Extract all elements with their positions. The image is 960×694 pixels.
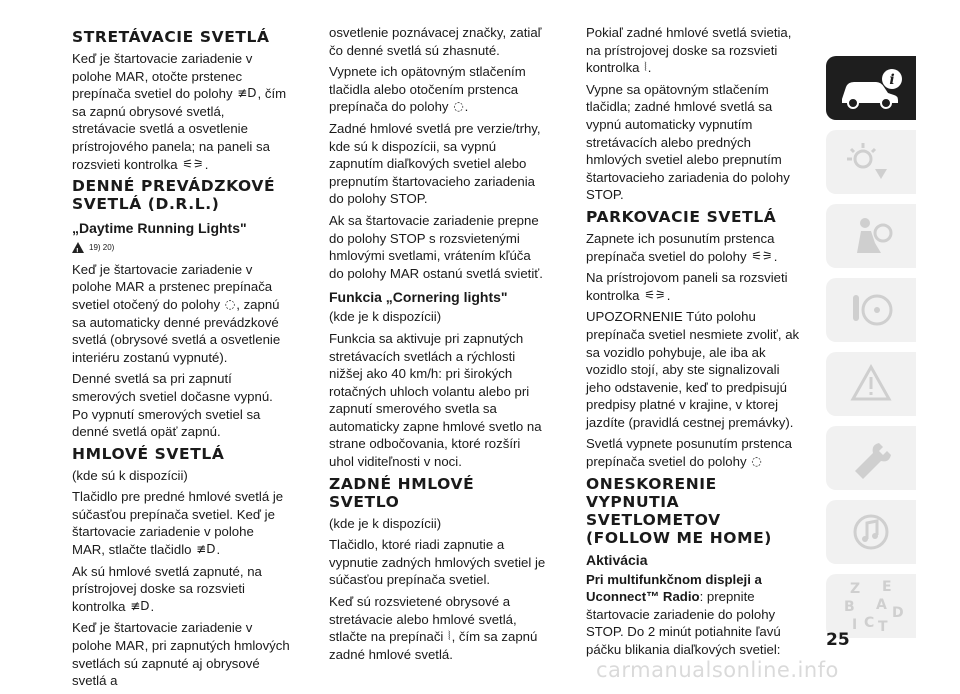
index-letter: E <box>882 579 892 595</box>
paragraph: Pokiaľ zadné hmlové svetlá svietia, na prístrojovej doske sa rozsvieti kontrolka ⦚. <box>586 25 792 76</box>
paragraph: Tlačidlo pre predné hmlové svetlá je súčasťou prepínača svetiel. Keď je štartovacie zariadenie v polohe MAR, stlačte tlačidlo ≢D. <box>72 489 284 558</box>
tab-safety[interactable] <box>826 204 916 268</box>
chapter-tabs <box>826 56 916 648</box>
tab-index[interactable] <box>826 574 916 638</box>
warning-references: ! 19) 20) <box>72 239 290 257</box>
index-letter: I <box>852 617 858 633</box>
paragraph: (kde sú k dispozícii) <box>72 467 188 483</box>
multimedia-icon <box>841 509 901 555</box>
watermark: carmanualsonline.info <box>596 658 839 682</box>
paragraph: Keď je štartovacie zariadenie v polohe MAR a prstenec prepínača svetiel otočený do polohy ◌, zapnú sa automaticky denné prevádzkové svetlá (obrysové svetlá a osvetlenie interiéru zostanú vypnuté). <box>72 261 281 365</box>
position-lights-icon: ⚟⚞ <box>182 156 204 171</box>
tab-starting-driving[interactable] <box>826 278 916 342</box>
heading-cornering: Funkcia „Cornering lights" <box>329 289 508 306</box>
text-column-2 <box>329 24 547 667</box>
text-column-3 <box>586 24 804 663</box>
page-number: 25 <box>826 630 850 650</box>
tab-emergency[interactable] <box>826 352 916 416</box>
paragraph: Funkcia sa aktivuje pri zapnutých stretávacích svetlách a rýchlosti nižšej ako 40 km/h: pri širokých rotačných uhloch volantu alebo pri zapnutí smerového svetla sa automaticky zapne hmlové svetlo na strane odbočovania, ktoré rozšíri uhol viditeľnosti v noci. <box>329 330 542 470</box>
paragraph: osvetlenie poznávacej značky, zatiaľ čo denné svetlá sú zhasnuté. <box>329 25 542 58</box>
index-letter: A <box>876 597 887 613</box>
parking-lights-icon: ⚟⚞ <box>751 248 773 263</box>
paragraph: Vypnete ich opätovným stlačením tlačidla alebo otočením prstenca prepínača do polohy ◌. <box>329 64 526 115</box>
safety-airbag-icon <box>841 213 901 259</box>
paragraph: Keď je štartovacie zariadenie v polohe MAR, pri zapnutých hmlových svetlách sú zapnuté aj obrysové svetlá a <box>72 620 290 689</box>
paragraph: Keď sú rozsvietené obrysové a stretávacie alebo hmlové svetlá, stlačte na prepínači ⦚, čím sa zapnú zadné hmlové svetlá. <box>329 594 538 662</box>
paragraph: Svetlá vypnete posunutím prstenca prepínača svetiel do polohy ◌ <box>586 436 792 470</box>
rear-fog-icon: ⦚ <box>448 629 451 644</box>
car-info-icon <box>836 65 906 111</box>
subheading-activation: Aktivácia <box>586 551 648 568</box>
heading-low-beam: STRETÁVACIE SVETLÁ <box>72 28 270 46</box>
text-column-1 <box>72 24 290 694</box>
tab-warning-lights[interactable] <box>826 130 916 194</box>
index-letter: B <box>844 599 855 615</box>
paragraph: (kde je k dispozícii) <box>329 309 442 325</box>
headlight-icon: ◌ <box>751 454 762 469</box>
heading-follow-me-home: ONESKORENIE VYPNUTIA SVETLOMETOV (FOLLOW ME HOME) <box>586 474 772 547</box>
subheading-drl: „Daytime Running Lights" <box>72 220 247 237</box>
front-fog-icon: ≢D <box>130 598 150 613</box>
heading-parking: PARKOVACIE SVETLÁ <box>586 207 777 226</box>
paragraph: UPOZORNENIE Túto polohu prepínača svetiel nesmiete zvoliť, ak sa vozidlo pohybuje, ale iba ak vozidlo stojí, aby ste signalizovali jeho odstavenie, keď to predpisujú predpisy platné v krajine, v ktorej jazdíte (pravidlá cestnej premávky). <box>586 309 800 430</box>
heading-fog-lights: HMLOVÉ SVETLÁ <box>72 444 225 463</box>
emergency-icon <box>841 361 901 407</box>
starting-driving-icon <box>841 287 901 333</box>
index-letter: T <box>878 619 888 635</box>
paragraph: Ak sú hmlové svetlá zapnuté, na prístrojovej doske sa rozsvieti kontrolka ≢D. <box>72 563 262 614</box>
paragraph: Tlačidlo, ktoré riadi zapnutie a vypnutie zadných hmlových svetiel je súčasťou prepínača svetiel. <box>329 537 546 588</box>
paragraph: Zadné hmlové svetlá pre verzie/trhy, kde sú k dispozícii, sa vypnú zapnutím diaľkových svetiel alebo prepnutím štartovacieho zariadenia do polohy STOP. <box>329 120 541 207</box>
paragraph: Vypne sa opätovným stlačením tlačidla; zadné hmlové svetlá sa vypnú automaticky vypnutím stretávacích alebo predných hmlových svetiel alebo prepnutím štartovacieho zariadenia do polohy STOP. <box>586 81 790 203</box>
position-lights-icon: ⚟⚞ <box>644 287 666 302</box>
index-letter: C <box>864 615 875 631</box>
tab-multimedia[interactable] <box>826 500 916 564</box>
paragraph: Zapnete ich posunutím prstenca prepínača svetiel do polohy ⚟⚞. <box>586 230 778 264</box>
maintenance-icon <box>841 435 901 481</box>
rear-fog-icon: ⦚ <box>644 60 647 75</box>
warning-lights-icon <box>841 139 901 185</box>
tab-maintenance[interactable] <box>826 426 916 490</box>
heading-rear-fog: ZADNÉ HMLOVÉ SVETLO <box>329 474 475 511</box>
paragraph: Pri multifunkčnom displeji a Uconnect™ Radio: prepnite štartovacie zariadenie do polohy STOP. Do 2 minút potiahnite ľavú páčku blikania diaľkových svetiel: <box>586 571 781 658</box>
index-letter: D <box>892 605 904 621</box>
warning-triangle-icon <box>72 242 84 253</box>
low-beam-icon: ≢D <box>237 86 257 101</box>
headlight-icon: ◌ <box>453 99 464 114</box>
paragraph: Keď je štartovacie zariadenie v polohe MAR, otočte prstenec prepínača svetiel do polohy ≢D, čím sa zapnú obrysové svetlá, stretávacie svetlá a osvetlenie prístrojového panela; na paneli sa rozsvieti kontrolka ⚟⚞. <box>72 51 287 172</box>
paragraph: Denné svetlá sa pri zapnutí smerových svetiel dočasne vypnú. Po vypnutí smerových svetiel sa denné svetlá opäť zapnú. <box>72 371 273 440</box>
paragraph: Na prístrojovom paneli sa rozsvieti kontrolka ⚟⚞. <box>586 270 788 303</box>
paragraph: Ak sa štartovacie zariadenie prepne do polohy STOP s rozsvietenými hmlovými svetlami, vrátením kľúča do polohy MAR ostanú svetlá svietiť. <box>329 212 543 281</box>
heading-drl: DENNÉ PREVÁDZKOVÉ SVETLÁ (D.R.L.) <box>72 177 276 214</box>
headlight-icon: ◌ <box>224 296 236 311</box>
paragraph: (kde je k dispozícii) <box>329 515 442 531</box>
index-icon <box>836 577 906 635</box>
svg-text:i: i <box>889 72 895 88</box>
index-letter: Z <box>850 581 861 597</box>
tab-car-info[interactable] <box>826 56 916 120</box>
front-fog-icon: ≢D <box>196 542 216 557</box>
